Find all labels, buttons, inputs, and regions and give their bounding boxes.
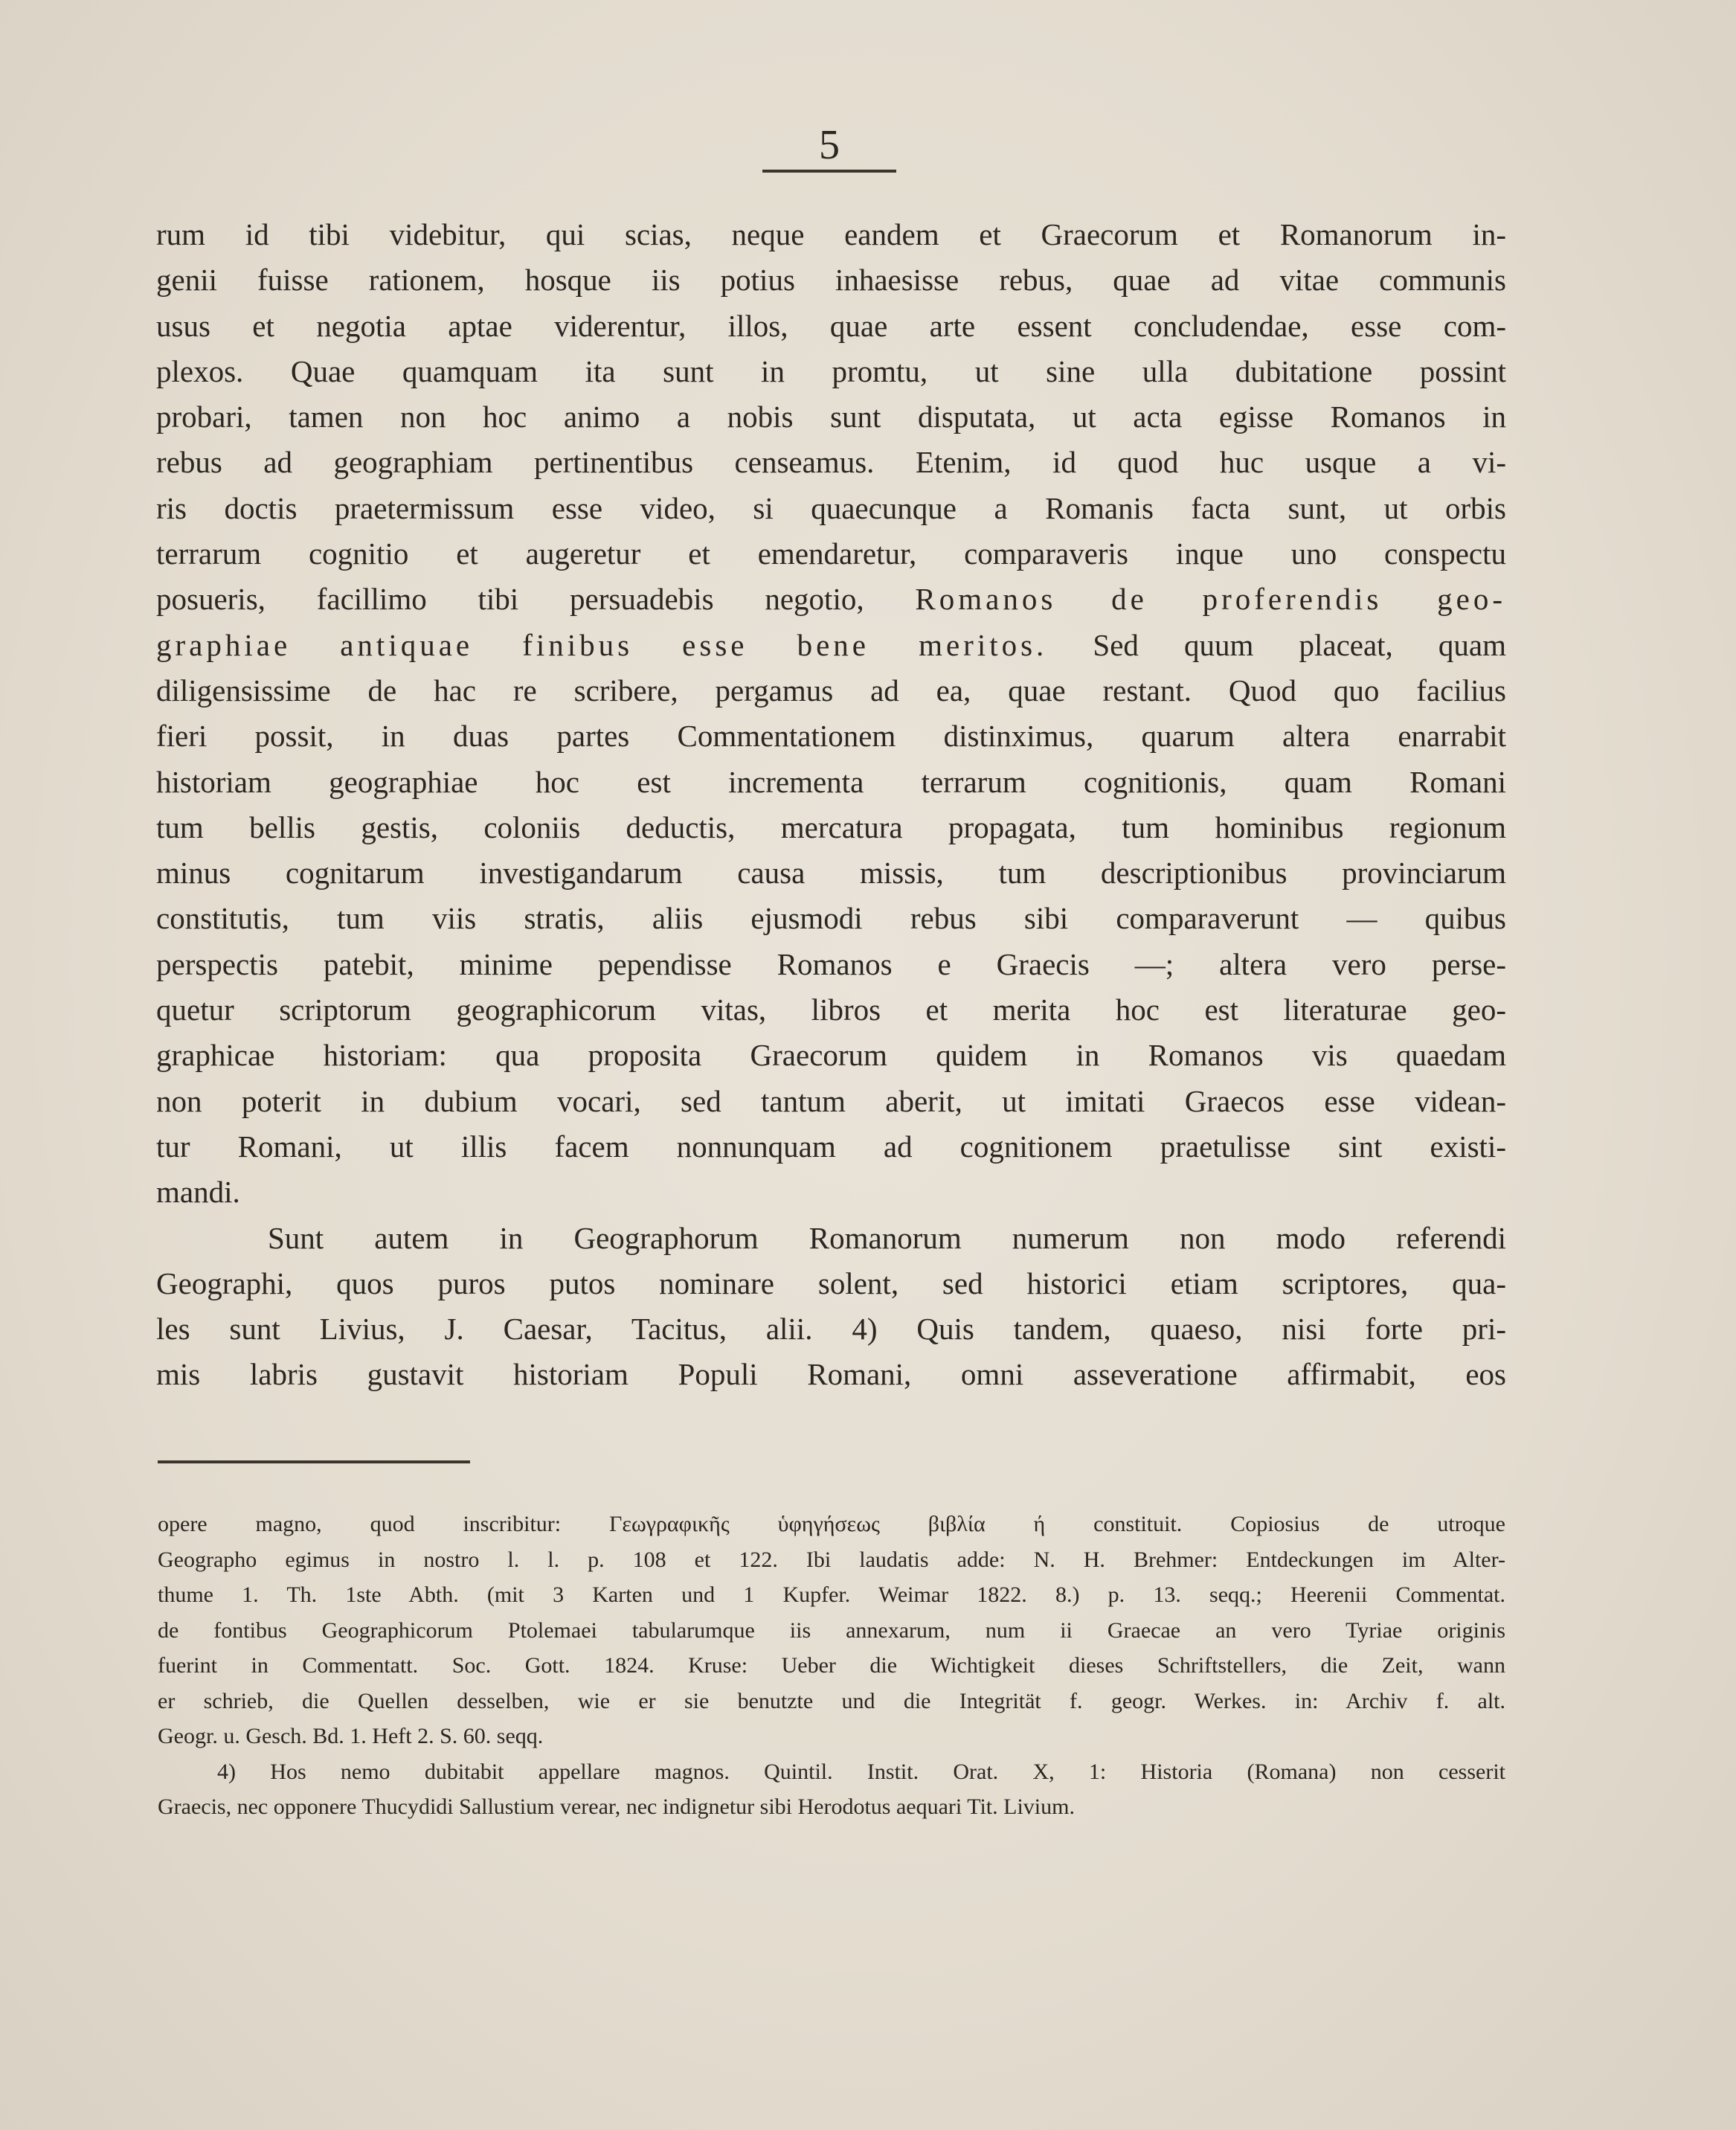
footnote-line: Geogr. u. Gesch. Bd. 1. Heft 2. S. 60. seqq. — [158, 1724, 544, 1748]
text-line: tur Romani, ut illis facem nonnunquam ad cognitionem praetulisse sint existi- — [156, 1129, 1506, 1164]
footnote-line: Graecis, nec opponere Thucydidi Sallustium verear, nec indignetur sibi Herodotus aequari Tit. Livium. — [158, 1794, 1075, 1819]
footnote-rule — [158, 1460, 470, 1463]
paragraph-start: Sunt autem in Geographorum Romanorum numerum non modo referendi — [268, 1220, 1506, 1255]
text-line: graphicae historiam: qua proposita Graecorum quidem in Romanos vis quaedam — [156, 1038, 1506, 1073]
text-segment: posueris, facillimo tibi persuadebis negotio, — [156, 582, 864, 617]
page-number: 5 — [819, 122, 840, 168]
text-line: mandi. — [156, 1175, 240, 1210]
footnote-line: er schrieb, die Quellen desselben, wie er sie benutzte und die Integrität f. geogr. Werkes. in: Archiv f. alt. — [158, 1688, 1505, 1713]
footnote-line: Geographo egimus in nostro l. l. p. 108 et 122. Ibi laudatis adde: N. H. Brehmer: Entdeckungen im Alter- — [158, 1547, 1505, 1572]
main-text — [156, 212, 1506, 1398]
footnote-line: de fontibus Geographicorum Ptolemaei tabularumque iis annexarum, num ii Graecae an vero Tyriae originis — [158, 1617, 1505, 1643]
footnotes — [158, 1507, 1505, 1825]
footnote-line: thume 1. Th. 1ste Abth. (mit 3 Karten und 1 Kupfer. Weimar 1822. 8.) p. 13. seqq.; Heerenii Commentat. — [158, 1582, 1505, 1607]
text-segment: Sed quum placeat, quam — [1093, 627, 1506, 662]
text-line: probari, tamen non hoc animo a nobis sunt disputata, ut acta egisse Romanos in — [156, 400, 1506, 434]
text-line: terrarum cognitio et augeretur et emendaretur, comparaveris inque uno conspectu — [156, 536, 1506, 571]
text-line: minus cognitarum investigandarum causa missis, tum descriptionibus provinciarum — [156, 856, 1506, 891]
text-line: diligensissime de hac re scribere, pergamus ad ea, quae restant. Quod quo facilius — [156, 673, 1506, 708]
header-rule — [762, 170, 896, 173]
footnote-4: 4) Hos nemo dubitabit appellare magnos. Quintil. Instit. Orat. X, 1: Historia (Romana) non cesserit — [217, 1759, 1505, 1784]
text-line: fieri possit, in duas partes Commentationem distinximus, quarum altera enarrabit — [156, 719, 1506, 754]
text-line: quetur scriptorum geographicorum vitas, libros et merita hoc est literaturae geo- — [156, 992, 1506, 1027]
text-line-mixed — [156, 577, 1506, 622]
text-line: les sunt Livius, J. Caesar, Tacitus, alii. 4) Quis tandem, quaeso, nisi forte pri- — [156, 1312, 1506, 1347]
text-line: ris doctis praetermissum esse video, si quaecunque a Romanis facta sunt, ut orbis — [156, 490, 1506, 525]
footnote-line: opere magno, quod inscribitur: Γεωγραφικῆς ὑφηγήσεως βιβλία ή constituit. Copiosius de utroque — [158, 1512, 1505, 1536]
footnote-line: fuerint in Commentatt. Soc. Gott. 1824. Kruse: Ueber die Wichtigkeit dieses Schriftstellers, die Zeit, wann — [158, 1653, 1505, 1678]
spaced-emphasis: Romanos de proferendis geo- — [915, 582, 1506, 617]
text-line: perspectis patebit, minime pependisse Romanos e Graecis —; altera vero perse- — [156, 946, 1506, 981]
text-line: rebus ad geographiam pertinentibus censeamus. Etenim, id quod huc usque a vi- — [156, 445, 1506, 480]
text-line: historiam geographiae hoc est incrementa terrarum cognitionis, quam Romani — [156, 764, 1506, 799]
text-line: plexos. Quae quamquam ita sunt in promtu, ut sine ulla dubitatione possint — [156, 353, 1506, 388]
text-line: rum id tibi videbitur, qui scias, neque eandem et Graecorum et Romanorum in- — [156, 217, 1506, 251]
text-line: genii fuisse rationem, hosque iis potius inhaesisse rebus, quae ad vitae communis — [156, 263, 1506, 298]
text-line: usus et negotia aptae viderentur, illos, quae arte essent concludendae, esse com- — [156, 308, 1506, 343]
text-line: non poterit in dubium vocari, sed tantum aberit, ut imitati Graecos esse videan- — [156, 1083, 1506, 1118]
text-line: mis labris gustavit historiam Populi Romani, omni asseveratione affirmabit, eos — [156, 1357, 1506, 1392]
spaced-emphasis: graphiae antiquae finibus esse bene meritos. — [156, 627, 1048, 662]
text-line: Geographi, quos puros putos nominare solent, sed historici etiam scriptores, qua- — [156, 1266, 1506, 1300]
text-line: tum bellis gestis, coloniis deductis, mercatura propagata, tum hominibus regionum — [156, 809, 1506, 844]
text-line: constitutis, tum viis stratis, aliis ejusmodi rebus sibi comparaverunt — quibus — [156, 901, 1506, 936]
text-line-mixed — [156, 623, 1506, 668]
